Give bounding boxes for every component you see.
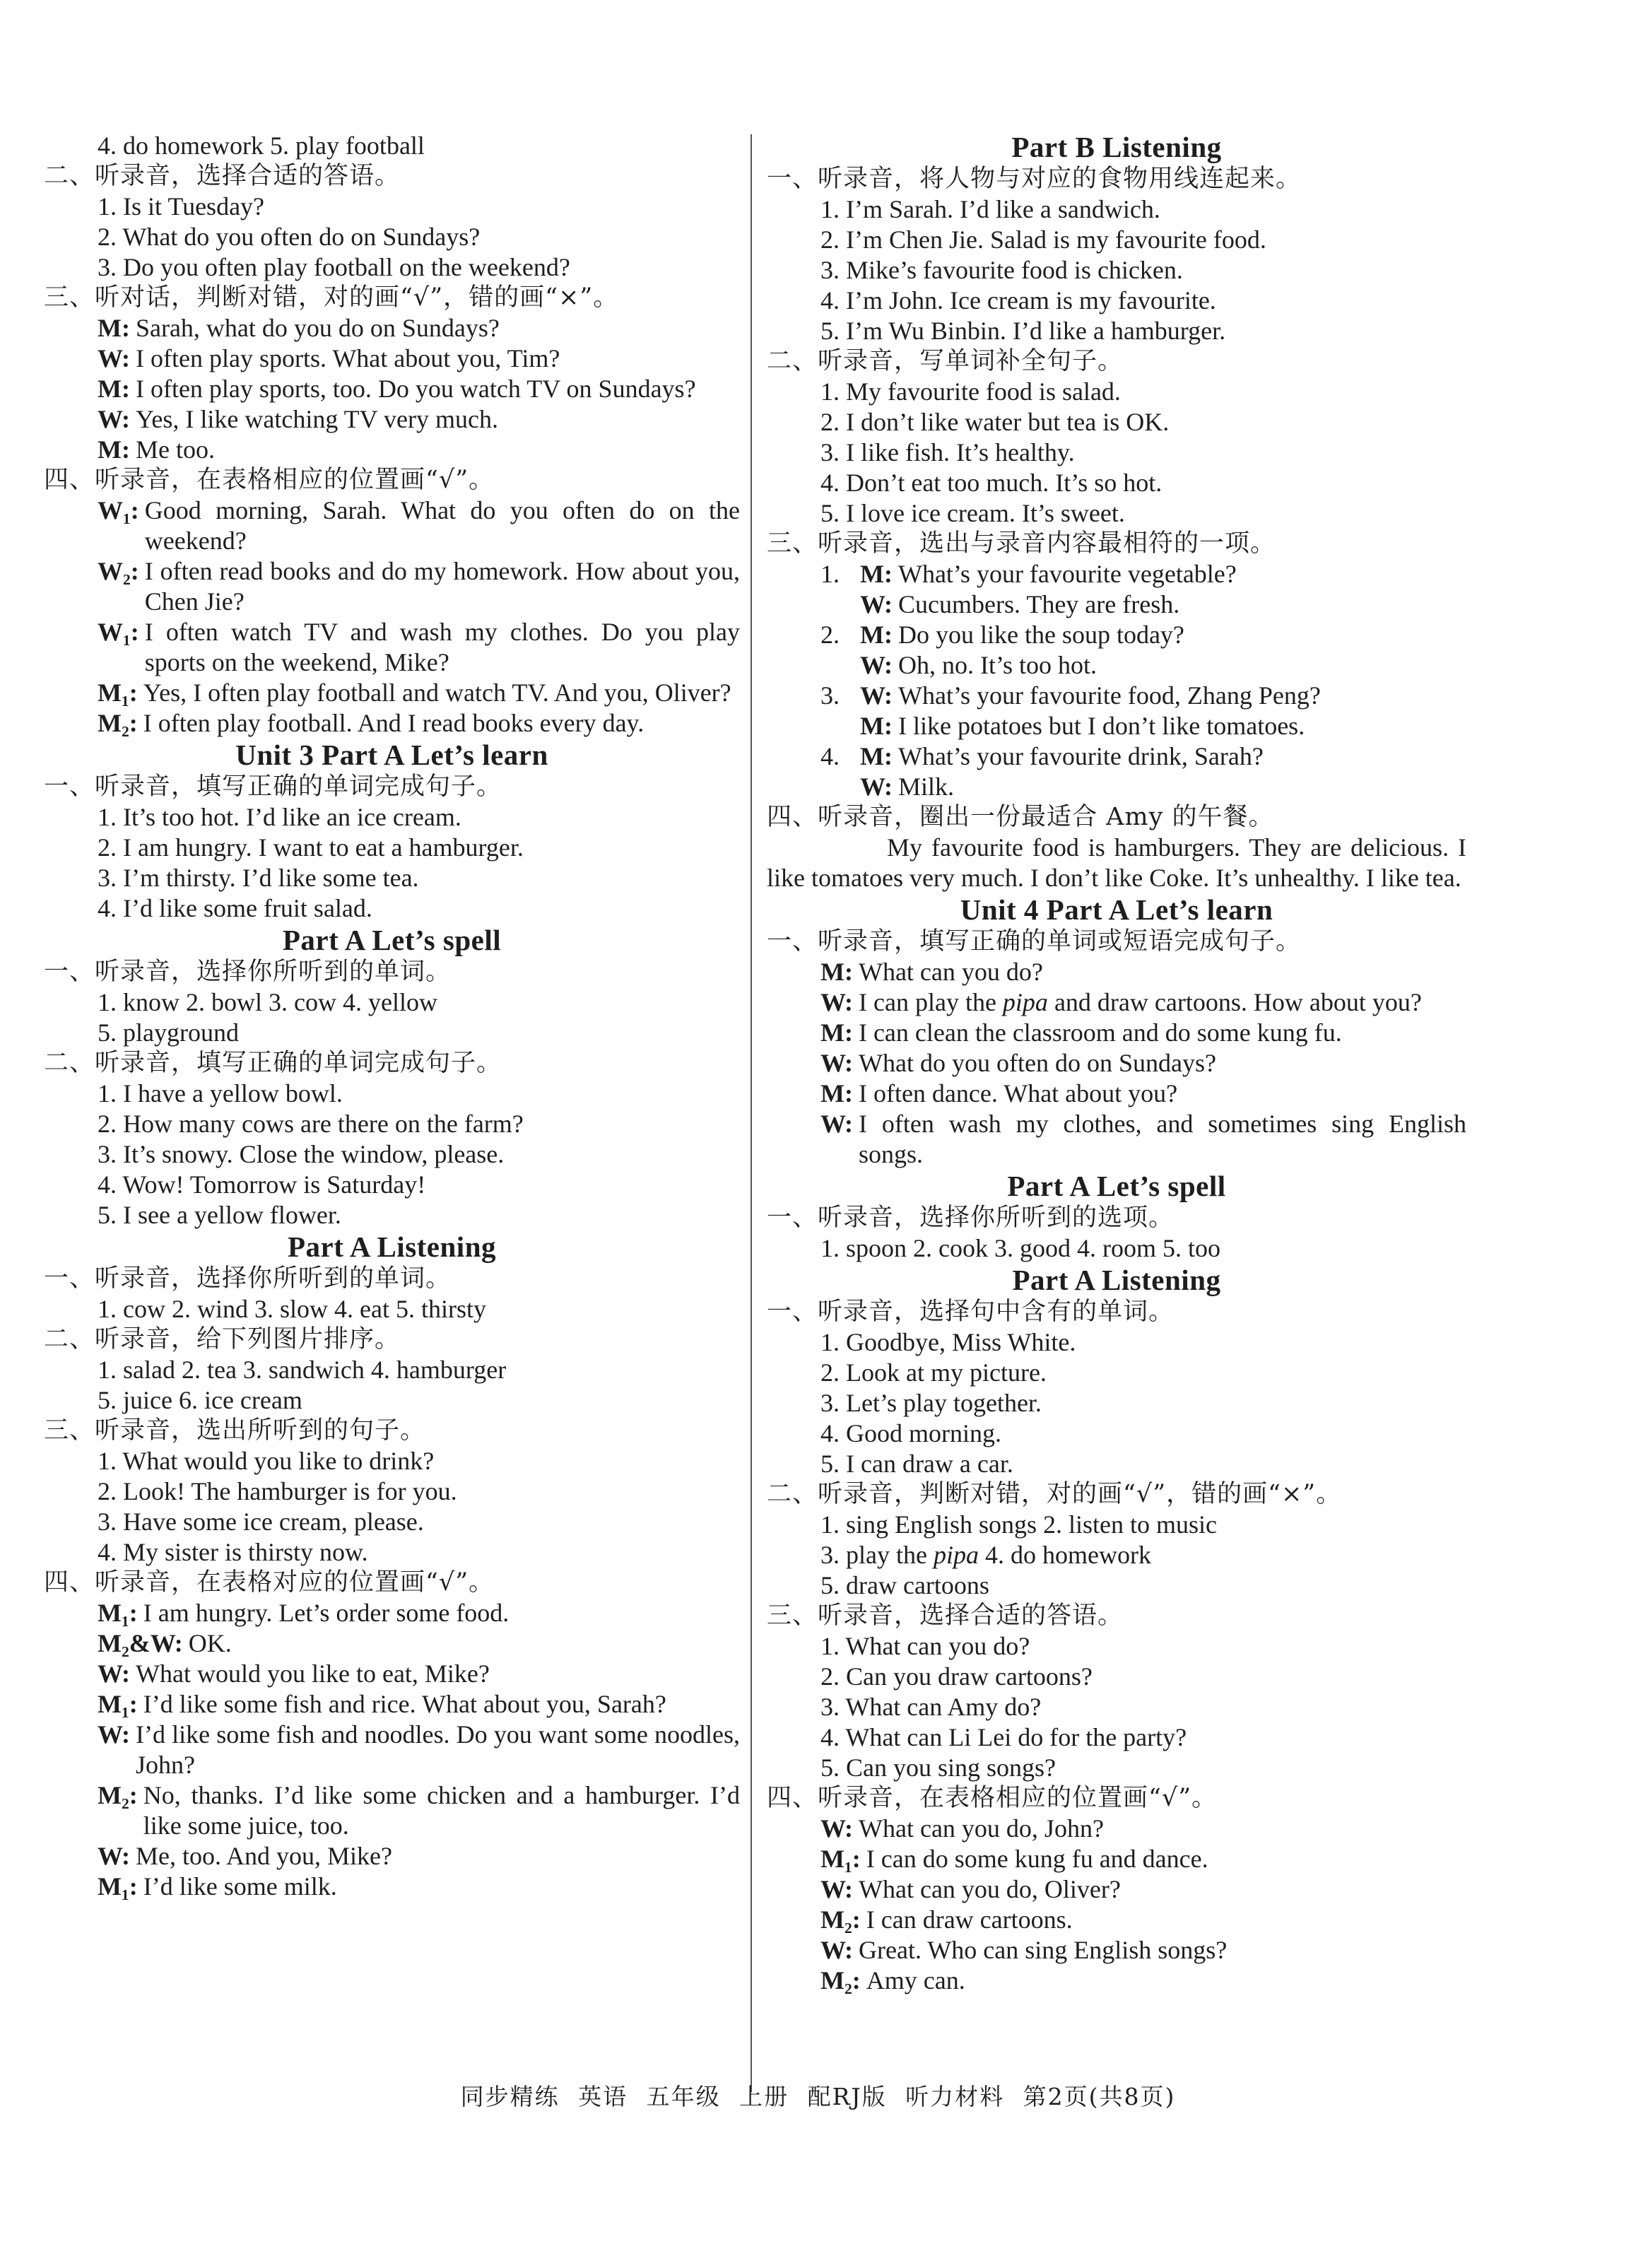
section-heading: 三、听录音，选出与录音内容最相符的一项。 xyxy=(767,529,1276,558)
dialogue-line xyxy=(44,1598,740,1628)
item-number xyxy=(820,650,860,681)
dialogue-line xyxy=(44,1841,740,1872)
list-item: 5. I can draw a car. xyxy=(820,1450,1013,1478)
list-item: 1. My favourite food is salad. xyxy=(820,377,1121,406)
section-heading: 四、听录音，圈出一份最适合 Amy 的午餐。 xyxy=(767,803,1274,831)
list-item: 1. I have a yellow bowl. xyxy=(98,1079,343,1107)
speaker-label: W₁: xyxy=(98,496,139,524)
left-top-block xyxy=(44,131,740,739)
dialogue-text: What would you like to eat, Mike? xyxy=(136,1659,490,1688)
dialogue-text: Good morning, Sarah. What do you often do on the weekend? xyxy=(144,496,740,555)
list-item: 5. playground xyxy=(98,1018,239,1047)
list-item: 1. sing English songs 2. listen to music xyxy=(820,1510,1218,1539)
list-item: 5. I’m Wu Binbin. I’d like a hamburger. xyxy=(820,317,1226,345)
list-item: 3. Do you often play football on the weekend? xyxy=(98,253,570,281)
list-item: 4. do homework 5. play football xyxy=(98,131,425,160)
unit3-spell-heading: Part A Let’s spell xyxy=(282,924,502,956)
left-column xyxy=(44,131,740,1902)
list-item: 5. draw cartoons xyxy=(820,1571,989,1599)
dialogue-line xyxy=(767,1966,1466,1996)
numbered-dialogue-line xyxy=(767,681,1466,711)
dialogue-text: OK. xyxy=(188,1629,232,1657)
list-item: 3. Mike’s favourite food is chicken. xyxy=(820,256,1183,284)
dialogue-line xyxy=(767,1109,1466,1170)
dialogue-text: Me too. xyxy=(135,435,215,464)
list-item: 2. Can you draw cartoons? xyxy=(820,1662,1093,1691)
speaker-label: M₁: xyxy=(820,1845,861,1873)
speaker-label: W: xyxy=(860,651,893,679)
dialogue-line xyxy=(767,1935,1466,1966)
dialogue-text: I’d like some milk. xyxy=(143,1872,337,1900)
dialogue-line xyxy=(44,1689,740,1720)
section-heading: 二、听录音，判断对错，对的画“√”，错的画“×”。 xyxy=(767,1480,1342,1508)
list-item: 2. Look at my picture. xyxy=(820,1358,1047,1387)
speaker-label: W: xyxy=(860,681,893,710)
dialogue-text: Cucumbers. They are fresh. xyxy=(898,590,1180,618)
column-divider xyxy=(751,134,752,2092)
list-item: 1. What can you do? xyxy=(820,1632,1030,1660)
dialogue-text: What do you often do on Sundays? xyxy=(859,1049,1216,1077)
partb-heading: Part B Listening xyxy=(1011,131,1222,163)
dialogue-text: Milk. xyxy=(898,772,955,801)
section-heading: 一、听录音，选择句中含有的单词。 xyxy=(767,1298,1175,1326)
list-item: 4. I’d like some fruit salad. xyxy=(98,894,372,922)
list-item: 1. I’m Sarah. I’d like a sandwich. xyxy=(820,195,1160,223)
speaker-label: M: xyxy=(820,958,853,986)
dialogue-line xyxy=(44,1628,740,1659)
speaker-label: W: xyxy=(98,344,131,372)
speaker-label: M₁: xyxy=(98,1599,138,1627)
dialogue-text: Amy can. xyxy=(866,1966,965,1994)
unit4-listening-block xyxy=(767,1297,1466,1996)
speaker-label: W₁: xyxy=(98,618,139,646)
list-item: 5. I see a yellow flower. xyxy=(98,1201,341,1229)
section-heading: 一、听录音，填写正确的单词完成句子。 xyxy=(44,772,502,801)
numbered-dialogue-line xyxy=(767,650,1466,681)
dialogue-text: I often wash my clothes, and sometimes sing English songs. xyxy=(859,1110,1466,1168)
speaker-label: M₁: xyxy=(98,678,138,707)
passage-paragraph: My favourite food is hamburgers. They are delicious. I like tomatoes very much. I don’t like Coke. It’s unhealthy. I like tea. xyxy=(767,833,1466,892)
dialogue-line xyxy=(44,343,740,374)
dialogue-text: I often play football. And I read books every day. xyxy=(143,709,645,737)
item-number: 3. xyxy=(820,681,840,710)
unit3-listening-block xyxy=(44,1264,740,1902)
item-number: 2. xyxy=(820,621,840,649)
speaker-label: M₂: xyxy=(820,1905,861,1934)
speaker-label: M: xyxy=(98,435,130,464)
dialogue-line xyxy=(767,1018,1466,1048)
dialogue-text: Oh, no. It’s too hot. xyxy=(898,651,1097,679)
dialogue-text: What can you do? xyxy=(858,958,1043,986)
speaker-label: M₁: xyxy=(98,1690,138,1718)
italic-word: pipa xyxy=(933,1541,979,1569)
speaker-label: W: xyxy=(820,1936,854,1964)
item-number: 1. xyxy=(820,560,840,588)
dialogue-line xyxy=(767,1905,1466,1935)
dialogue-line xyxy=(44,708,740,739)
speaker-label: W: xyxy=(98,1842,131,1870)
section-heading: 二、听录音，填写正确的单词完成句子。 xyxy=(44,1049,502,1077)
dialogue-text: I can play the pipa and draw cartoons. How about you? xyxy=(859,988,1422,1016)
speaker-label: W: xyxy=(860,590,893,618)
item-number xyxy=(820,772,860,802)
dialogue-text: I can do some kung fu and dance. xyxy=(866,1845,1208,1873)
speaker-label: M: xyxy=(860,742,893,770)
speaker-label: M₁: xyxy=(98,1872,138,1900)
dialogue-line xyxy=(44,1720,740,1780)
dialogue-line xyxy=(44,678,740,708)
section-heading: 二、听录音，给下列图片排序。 xyxy=(44,1325,401,1353)
dialogue-line xyxy=(767,957,1466,987)
speaker-label: W: xyxy=(820,988,854,1016)
dialogue-text: I can clean the classroom and do some kung fu. xyxy=(858,1018,1342,1047)
item-number: 4. xyxy=(820,742,840,770)
list-item: 3. Have some ice cream, please. xyxy=(98,1508,424,1536)
speaker-label: W: xyxy=(820,1110,854,1138)
speaker-label: W: xyxy=(820,1814,854,1843)
section-heading: 一、听录音，将人物与对应的食物用线连起来。 xyxy=(767,165,1302,193)
unit3-listening-heading: Part A Listening xyxy=(287,1230,497,1263)
dialogue-line xyxy=(767,1844,1466,1874)
section-heading: 二、听录音，写单词补全句子。 xyxy=(767,347,1124,375)
dialogue-text: Me, too. And you, Mike? xyxy=(136,1842,392,1870)
list-item: 1. It’s too hot. I’d like an ice cream. xyxy=(98,803,461,831)
dialogue-text: Yes, I often play football and watch TV. And you, Oliver? xyxy=(143,678,731,707)
section-heading: 一、听录音，选择你所听到的单词。 xyxy=(44,958,452,986)
list-item: 1. spoon 2. cook 3. good 4. room 5. too xyxy=(820,1234,1220,1262)
speaker-label: W: xyxy=(98,1720,131,1749)
list-item: 3. It’s snowy. Close the window, please. xyxy=(98,1140,505,1168)
dialogue-text: Do you like the soup today? xyxy=(898,621,1184,649)
dialogue-text: No, thanks. I’d like some chicken and a hamburger. I’d like some juice, too. xyxy=(143,1781,740,1840)
list-item: 2. I don’t like water but tea is OK. xyxy=(820,408,1170,436)
dialogue-line xyxy=(44,1659,740,1689)
list-item: 4. What can Li Lei do for the party? xyxy=(820,1723,1187,1751)
dialogue-text: Yes, I like watching TV very much. xyxy=(136,405,498,433)
dialogue-text: I’d like some fish and noodles. Do you want some noodles, John? xyxy=(136,1720,740,1779)
section-heading: 四、听录音，在表格相应的位置画“√”。 xyxy=(767,1784,1218,1812)
dialogue-text: What can you do, John? xyxy=(859,1814,1104,1843)
list-item: 5. I love ice cream. It’s sweet. xyxy=(820,499,1125,527)
item-number xyxy=(820,589,860,620)
dialogue-text: I can draw cartoons. xyxy=(866,1905,1073,1934)
list-item: 2. What do you often do on Sundays? xyxy=(98,223,481,251)
unit4-listening-heading: Part A Listening xyxy=(1012,1264,1221,1296)
dialogue-line xyxy=(44,404,740,435)
list-item: 2. Look! The hamburger is for you. xyxy=(98,1477,457,1505)
speaker-label: M: xyxy=(860,712,893,740)
speaker-label: M₂: xyxy=(98,1781,138,1809)
speaker-label: M: xyxy=(820,1018,853,1047)
list-item: 1. What would you like to drink? xyxy=(98,1447,435,1475)
dialogue-text: I often read books and do my homework. How about you, Chen Jie? xyxy=(144,557,740,616)
dialogue-text: I often watch TV and wash my clothes. Do you play sports on the weekend, Mike? xyxy=(144,618,740,676)
list-item: 2. How many cows are there on the farm? xyxy=(98,1110,524,1138)
list-item: 4. My sister is thirsty now. xyxy=(98,1538,368,1566)
list-item: 4. Don’t eat too much. It’s so hot. xyxy=(820,469,1163,497)
speaker-label: W: xyxy=(98,1659,131,1688)
right-column xyxy=(767,131,1466,1996)
list-item: 2. I am hungry. I want to eat a hamburger. xyxy=(98,833,524,862)
dialogue-text: Sarah, what do you do on Sundays? xyxy=(135,314,500,342)
dialogue-line xyxy=(44,617,740,678)
section-heading: 四、听录音，在表格对应的位置画“√”。 xyxy=(44,1568,495,1597)
section-heading: 一、听录音，选择你所听到的单词。 xyxy=(44,1264,452,1293)
dialogue-text: I am hungry. Let’s order some food. xyxy=(143,1599,510,1627)
numbered-dialogue-line xyxy=(767,741,1466,772)
list-item: 1. Is it Tuesday? xyxy=(98,192,265,221)
dialogue-line xyxy=(44,374,740,404)
dialogue-text: What can you do, Oliver? xyxy=(859,1875,1121,1903)
dialogue-text: What’s your favourite food, Zhang Peng? xyxy=(898,681,1321,710)
list-item: 3. What can Amy do? xyxy=(820,1693,1042,1721)
numbered-dialogue-line xyxy=(767,559,1466,589)
numbered-dialogue-line xyxy=(767,620,1466,650)
speaker-label: M₂&W: xyxy=(98,1629,183,1657)
unit3-spell-block xyxy=(44,957,740,1230)
dialogue-line xyxy=(767,1814,1466,1844)
dialogue-line xyxy=(767,1874,1466,1905)
unit3-heading: Unit 3 Part A Let’s learn xyxy=(235,739,548,771)
list-item: 1. Goodbye, Miss White. xyxy=(820,1328,1076,1356)
dialogue-text: I often play sports, too. Do you watch TV on Sundays? xyxy=(135,375,696,403)
speaker-label: W: xyxy=(860,772,893,801)
speaker-label: M: xyxy=(860,560,893,588)
list-item: 1. salad 2. tea 3. sandwich 4. hamburger xyxy=(98,1356,507,1384)
section-heading: 三、听录音，选出所听到的句子。 xyxy=(44,1416,426,1445)
section-heading: 三、听对话，判断对错，对的画“√”，错的画“×”。 xyxy=(44,283,619,312)
list-item: 3. play the pipa 4. do homework xyxy=(820,1541,1151,1569)
speaker-label: M₂: xyxy=(820,1966,861,1994)
item-number xyxy=(820,711,860,741)
dialogue-text: I often dance. What about you? xyxy=(858,1079,1178,1107)
dialogue-text: I like potatoes but I don’t like tomatoes. xyxy=(898,712,1305,740)
list-item: 4. I’m John. Ice cream is my favourite. xyxy=(820,286,1216,315)
dialogue-line xyxy=(767,1079,1466,1109)
list-item: 3. I’m thirsty. I’d like some tea. xyxy=(98,864,419,892)
section-heading: 三、听录音，选择合适的答语。 xyxy=(767,1602,1124,1630)
dialogue-text: I often play sports. What about you, Tim? xyxy=(136,344,560,372)
dialogue-line xyxy=(767,1048,1466,1079)
speaker-label: M: xyxy=(98,314,130,342)
speaker-label: W₂: xyxy=(98,557,139,585)
speaker-label: W: xyxy=(98,405,131,433)
list-item: 5. juice 6. ice cream xyxy=(98,1386,302,1414)
dialogue-line xyxy=(44,435,740,465)
unit4-spell-heading: Part A Let’s spell xyxy=(1007,1170,1226,1202)
dialogue-line xyxy=(44,495,740,556)
speaker-label: M: xyxy=(820,1079,853,1107)
section-heading: 一、听录音，填写正确的单词或短语完成句子。 xyxy=(767,927,1302,956)
speaker-label: M₂: xyxy=(98,709,138,737)
italic-word: pipa xyxy=(1002,988,1048,1016)
dialogue-line xyxy=(44,1872,740,1902)
list-item: 2. I’m Chen Jie. Salad is my favourite food. xyxy=(820,225,1266,254)
section-heading: 四、听录音，在表格相应的位置画“√”。 xyxy=(44,466,495,494)
numbered-dialogue-line xyxy=(767,589,1466,620)
list-item: 3. Let’s play together. xyxy=(820,1389,1042,1417)
speaker-label: W: xyxy=(820,1049,854,1077)
partb-block xyxy=(767,164,1466,893)
numbered-dialogue-line xyxy=(767,772,1466,802)
dialogue-text: Great. Who can sing English songs? xyxy=(859,1936,1228,1964)
dialogue-line xyxy=(44,1780,740,1841)
dialogue-line xyxy=(44,313,740,343)
list-item: 1. know 2. bowl 3. cow 4. yellow xyxy=(98,988,437,1016)
page-footer: 同步精练 英语 五年级 上册 配RJ版 听力材料 第2页(共8页) xyxy=(460,2083,1176,2110)
list-item: 4. Wow! Tomorrow is Saturday! xyxy=(98,1170,426,1199)
dialogue-text: What’s your favourite vegetable? xyxy=(898,560,1237,588)
dialogue-line xyxy=(44,556,740,617)
unit3-learn-block xyxy=(44,772,740,924)
unit4-learn-block xyxy=(767,927,1466,1170)
speaker-label: M: xyxy=(860,621,893,649)
unit4-heading: Unit 4 Part A Let’s learn xyxy=(960,893,1273,926)
speaker-label: M: xyxy=(98,375,130,403)
dialogue-line xyxy=(767,987,1466,1018)
list-item: 5. Can you sing songs? xyxy=(820,1753,1056,1782)
section-heading: 一、听录音，选择你所听到的选项。 xyxy=(767,1204,1175,1232)
dialogue-text: I’d like some fish and rice. What about you, Sarah? xyxy=(143,1690,666,1718)
list-item: 3. I like fish. It’s healthy. xyxy=(820,438,1075,466)
unit4-spell-block xyxy=(767,1203,1466,1264)
list-item: 4. Good morning. xyxy=(820,1419,1001,1447)
numbered-dialogue-line xyxy=(767,711,1466,741)
section-heading: 二、听录音，选择合适的答语。 xyxy=(44,162,401,190)
list-item: 1. cow 2. wind 3. slow 4. eat 5. thirsty xyxy=(98,1295,486,1323)
dialogue-text: What’s your favourite drink, Sarah? xyxy=(898,742,1264,770)
speaker-label: W: xyxy=(820,1875,854,1903)
